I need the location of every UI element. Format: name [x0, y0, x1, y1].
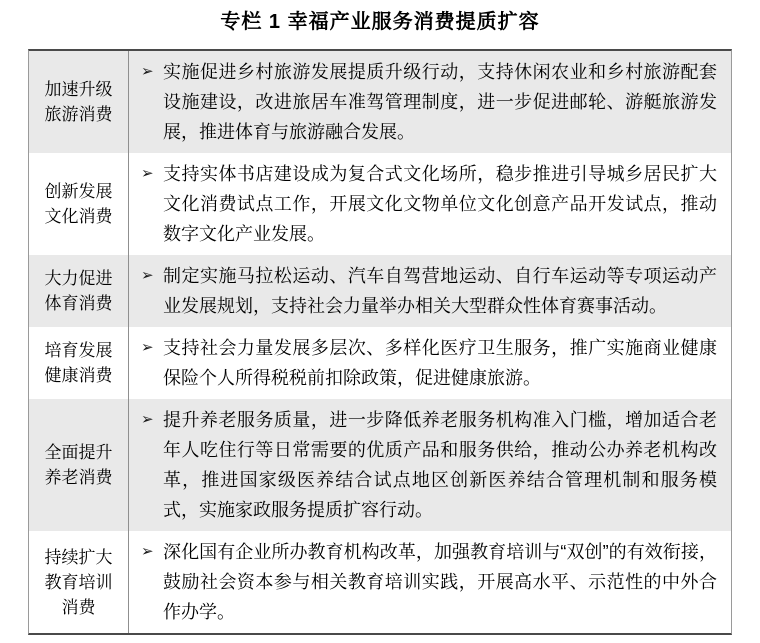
row-content-text: 制定实施马拉松运动、汽车自驾营地运动、自行车运动等专项运动产业发展规划，支持社会力量举办相关大型群众性体育赛事活动。 — [163, 266, 717, 316]
row-content — [129, 51, 731, 153]
table-row — [29, 399, 731, 531]
table-row — [29, 153, 731, 255]
arrow-bullet-icon: ➢ — [141, 267, 154, 284]
row-content-text: 实施促进乡村旅游发展提质升级行动，支持休闲农业和乡村旅游配套设施建设，改进旅居车准驾管理制度，进一步促进邮轮、游艇旅游发展，推进体育与旅游融合发展。 — [163, 62, 717, 142]
row-content — [129, 255, 731, 327]
page-title: 专栏 1 幸福产业服务消费提质扩容 — [220, 11, 540, 33]
row-content — [129, 327, 731, 399]
table-row — [29, 327, 731, 399]
row-label: 加速升级旅游消费 — [29, 51, 129, 153]
row-content-text: 提升养老服务质量，进一步降低养老服务机构准入门槛，增加适合老年人吃住行等日常需要的优质产品和服务供给，推动公办养老机构改革，推进国家级医养结合试点地区创新医养结合管理机制和服务模式，实施家政服务提质扩容行动。 — [163, 410, 717, 520]
row-label: 大力促进体育消费 — [29, 255, 129, 327]
row-content — [129, 153, 731, 255]
happiness-industry-table — [28, 49, 732, 635]
row-label: 创新发展文化消费 — [29, 153, 129, 255]
row-content-text: 支持实体书店建设成为复合式文化场所，稳步推进引导城乡居民扩大文化消费试点工作，开展文化文物单位文化创意产品开发试点，推动数字文化产业发展。 — [163, 164, 717, 244]
table-row — [29, 51, 731, 153]
arrow-bullet-icon: ➢ — [141, 339, 154, 356]
row-label: 全面提升养老消费 — [29, 399, 129, 531]
arrow-bullet-icon: ➢ — [141, 411, 154, 428]
row-content-text: 支持社会力量发展多层次、多样化医疗卫生服务，推广实施商业健康保险个人所得税税前扣除政策，促进健康旅游。 — [163, 338, 717, 388]
row-label: 持续扩大教育培训消费 — [29, 531, 129, 633]
table-row — [29, 531, 731, 633]
row-content — [129, 531, 731, 633]
table-row — [29, 255, 731, 327]
row-label: 培育发展健康消费 — [29, 327, 129, 399]
arrow-bullet-icon: ➢ — [141, 543, 154, 560]
arrow-bullet-icon: ➢ — [141, 165, 154, 182]
arrow-bullet-icon: ➢ — [141, 63, 154, 80]
row-content — [129, 399, 731, 531]
row-content-text: 深化国有企业所办教育机构改革，加强教育培训与“双创”的有效衔接，鼓励社会资本参与相关教育培训实践，开展高水平、示范性的中外合作办学。 — [163, 542, 717, 622]
